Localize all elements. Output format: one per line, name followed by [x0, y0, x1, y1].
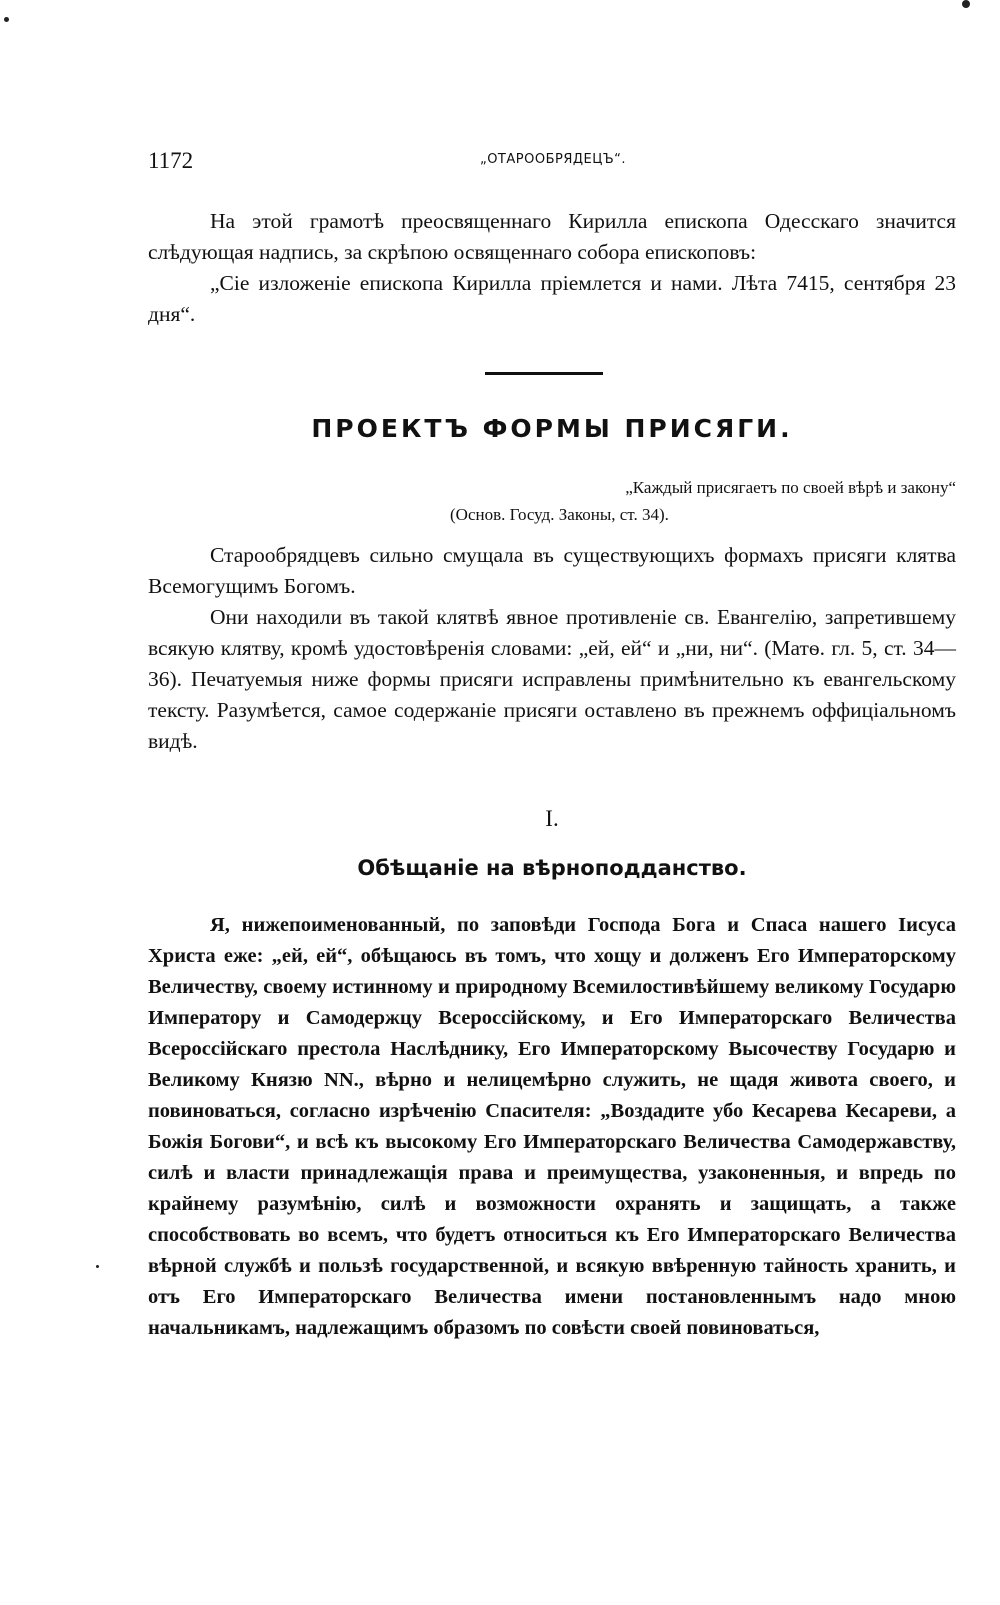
intro-quote: „Сіе изложеніе епископа Кирилла пріемлется и нами. Лѣта 7415, сентября 23 дня“. — [148, 271, 956, 326]
journal-title: „ОТАРООБРЯДЕЦЪ“. — [479, 152, 627, 167]
scan-speck — [96, 1265, 99, 1268]
explanation-block — [148, 540, 956, 757]
section-divider — [485, 372, 603, 375]
part-number: I. — [545, 806, 559, 831]
oath-text: Я, нижепоименованный, по заповѣди Господа Бога и Спаса нашего Іисуса Христа еже: „ей, ей“, обѣщаюсь въ томъ, что хощу и долженъ Его Императорскому Величеству, своему истинному и природному Всемилостивѣйшему великому Государю Императору и Самодержцу Всероссійскому, и Его Императорскаго Величества Всероссійскаго престола Наслѣднику, Его Императорскому Высочеству Государю и Великому Князю NN., вѣрно и нелицемѣрно служить, не щадя живота своего, и повиноваться, согласно изрѣченію Спасителя: „Воздадите убо Кесарева Кесареви, а Божія Богови“, и всѣ къ высокому Его Императорскаго Величества Самодержавству, силѣ и власти принадлежащія права и преимущества, узаконенныя, и впредь по крайнему разумѣнію, силѣ и возможности охранять и защищать, а также способствовать во всемъ, что будетъ относиться къ Его Императорскаго Величества вѣрной службѣ и пользѣ государственной, и всякую ввѣренную тайность хранить, и отъ Его Императорскаго Величества имени постановленнымъ надо мною начальникамъ, надлежащимъ образомъ по совѣсти своей повиноваться, — [148, 914, 956, 1339]
section-title: ПРОЕКТЪ ФОРМЫ ПРИСЯГИ. — [311, 414, 793, 443]
scan-speck — [962, 0, 970, 8]
part-title: Обѣщаніе на вѣрноподданство. — [357, 856, 747, 880]
oath-block — [148, 910, 956, 1344]
intro-paragraph: На этой грамотѣ преосвященнаго Кирилла епископа Одесскаго значится слѣдующая надпись, за скрѣпою освященнаго собора епископовъ: — [148, 209, 956, 264]
paragraph: Старообрядцевъ сильно смущала въ существующихъ формахъ присяги клятва Всемогущимъ Богомъ. — [148, 543, 956, 598]
paragraph: Они находили въ такой клятвѣ явное противленіе св. Евангелію, запретившему всякую клятву, кромѣ удостовѣренія словами: „ей, ей“ и „ни, ни“. (Матѳ. гл. 5, ст. 34—36). Печатуемыя ниже формы присяги исправлены примѣнительно къ евангельскому тексту. Разумѣется, самое содержаніе присяги оставлено въ прежнемъ оффиціальномъ видѣ. — [148, 605, 956, 753]
intro-block — [148, 206, 956, 330]
scan-speck — [4, 17, 9, 22]
epigraph-text: „Каждый присягаетъ по своей вѣрѣ и закону“ — [625, 478, 956, 497]
epigraph-reference: (Основ. Госуд. Законы, ст. 34). — [450, 505, 669, 524]
running-header — [148, 148, 958, 182]
page-number: 1172 — [148, 148, 194, 173]
epigraph — [400, 474, 956, 528]
